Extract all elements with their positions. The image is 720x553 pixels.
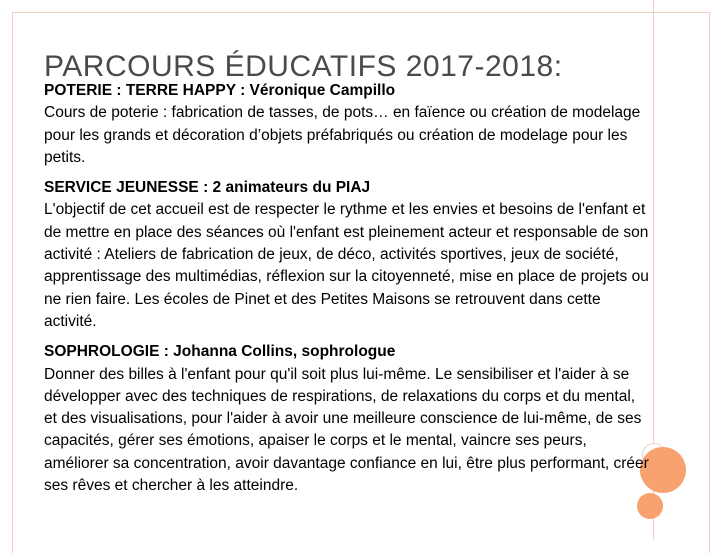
slide-content: [44, 80, 649, 505]
section-service-jeunesse: [44, 177, 649, 333]
section-heading: SOPHROLOGIE : Johanna Collins, sophrologue: [44, 343, 396, 361]
section-body: Cours de poterie : fabrication de tasses, de pots… en faïence ou création de modelage pour les grands et décoration d’objets préfabriqués ou création de modelage pour les petits.: [44, 104, 641, 166]
section-body: L'objectif de cet accueil est de respecter le rythme et les envies et besoins de l'enfant et de mettre en place des séances où l'enfant est pleinement acteur et responsable de son activité : Ateliers de fabrication de jeux, de déco, activités sportives, jeux de société, apprentissage des multimédias, réflexion sur la citoyenneté, mise en place de projets ou ne rien faire. Les écoles de Pinet et des Petites Maisons se retrouvent dans cette activité.: [44, 201, 649, 330]
section-heading: SERVICE JEUNESSE : 2 animateurs du PIAJ: [44, 179, 371, 197]
section-body: Donner des billes à l'enfant pour qu'il soit plus lui-même. Le sensibiliser et l'aider à se développer avec des techniques de respirations, de relaxations du corps et du mental, et des visualisations, pour l'aider à avoir une meilleure conscience de lui-même, de ses capacités, gérer ses émotions, apaiser le corps et le mental, vaincre ses peurs, améliorer sa concentration, avoir davantage confiance en lui, être plus performant, créer ses rêves et chercher à les atteindre.: [44, 365, 649, 495]
section-poterie: [44, 80, 649, 169]
section-heading: POTERIE : TERRE HAPPY : Véronique Campillo: [44, 82, 396, 99]
page-title: PARCOURS ÉDUCATIFS 2017-2018:: [44, 50, 563, 83]
section-sophrologie: [44, 341, 649, 497]
